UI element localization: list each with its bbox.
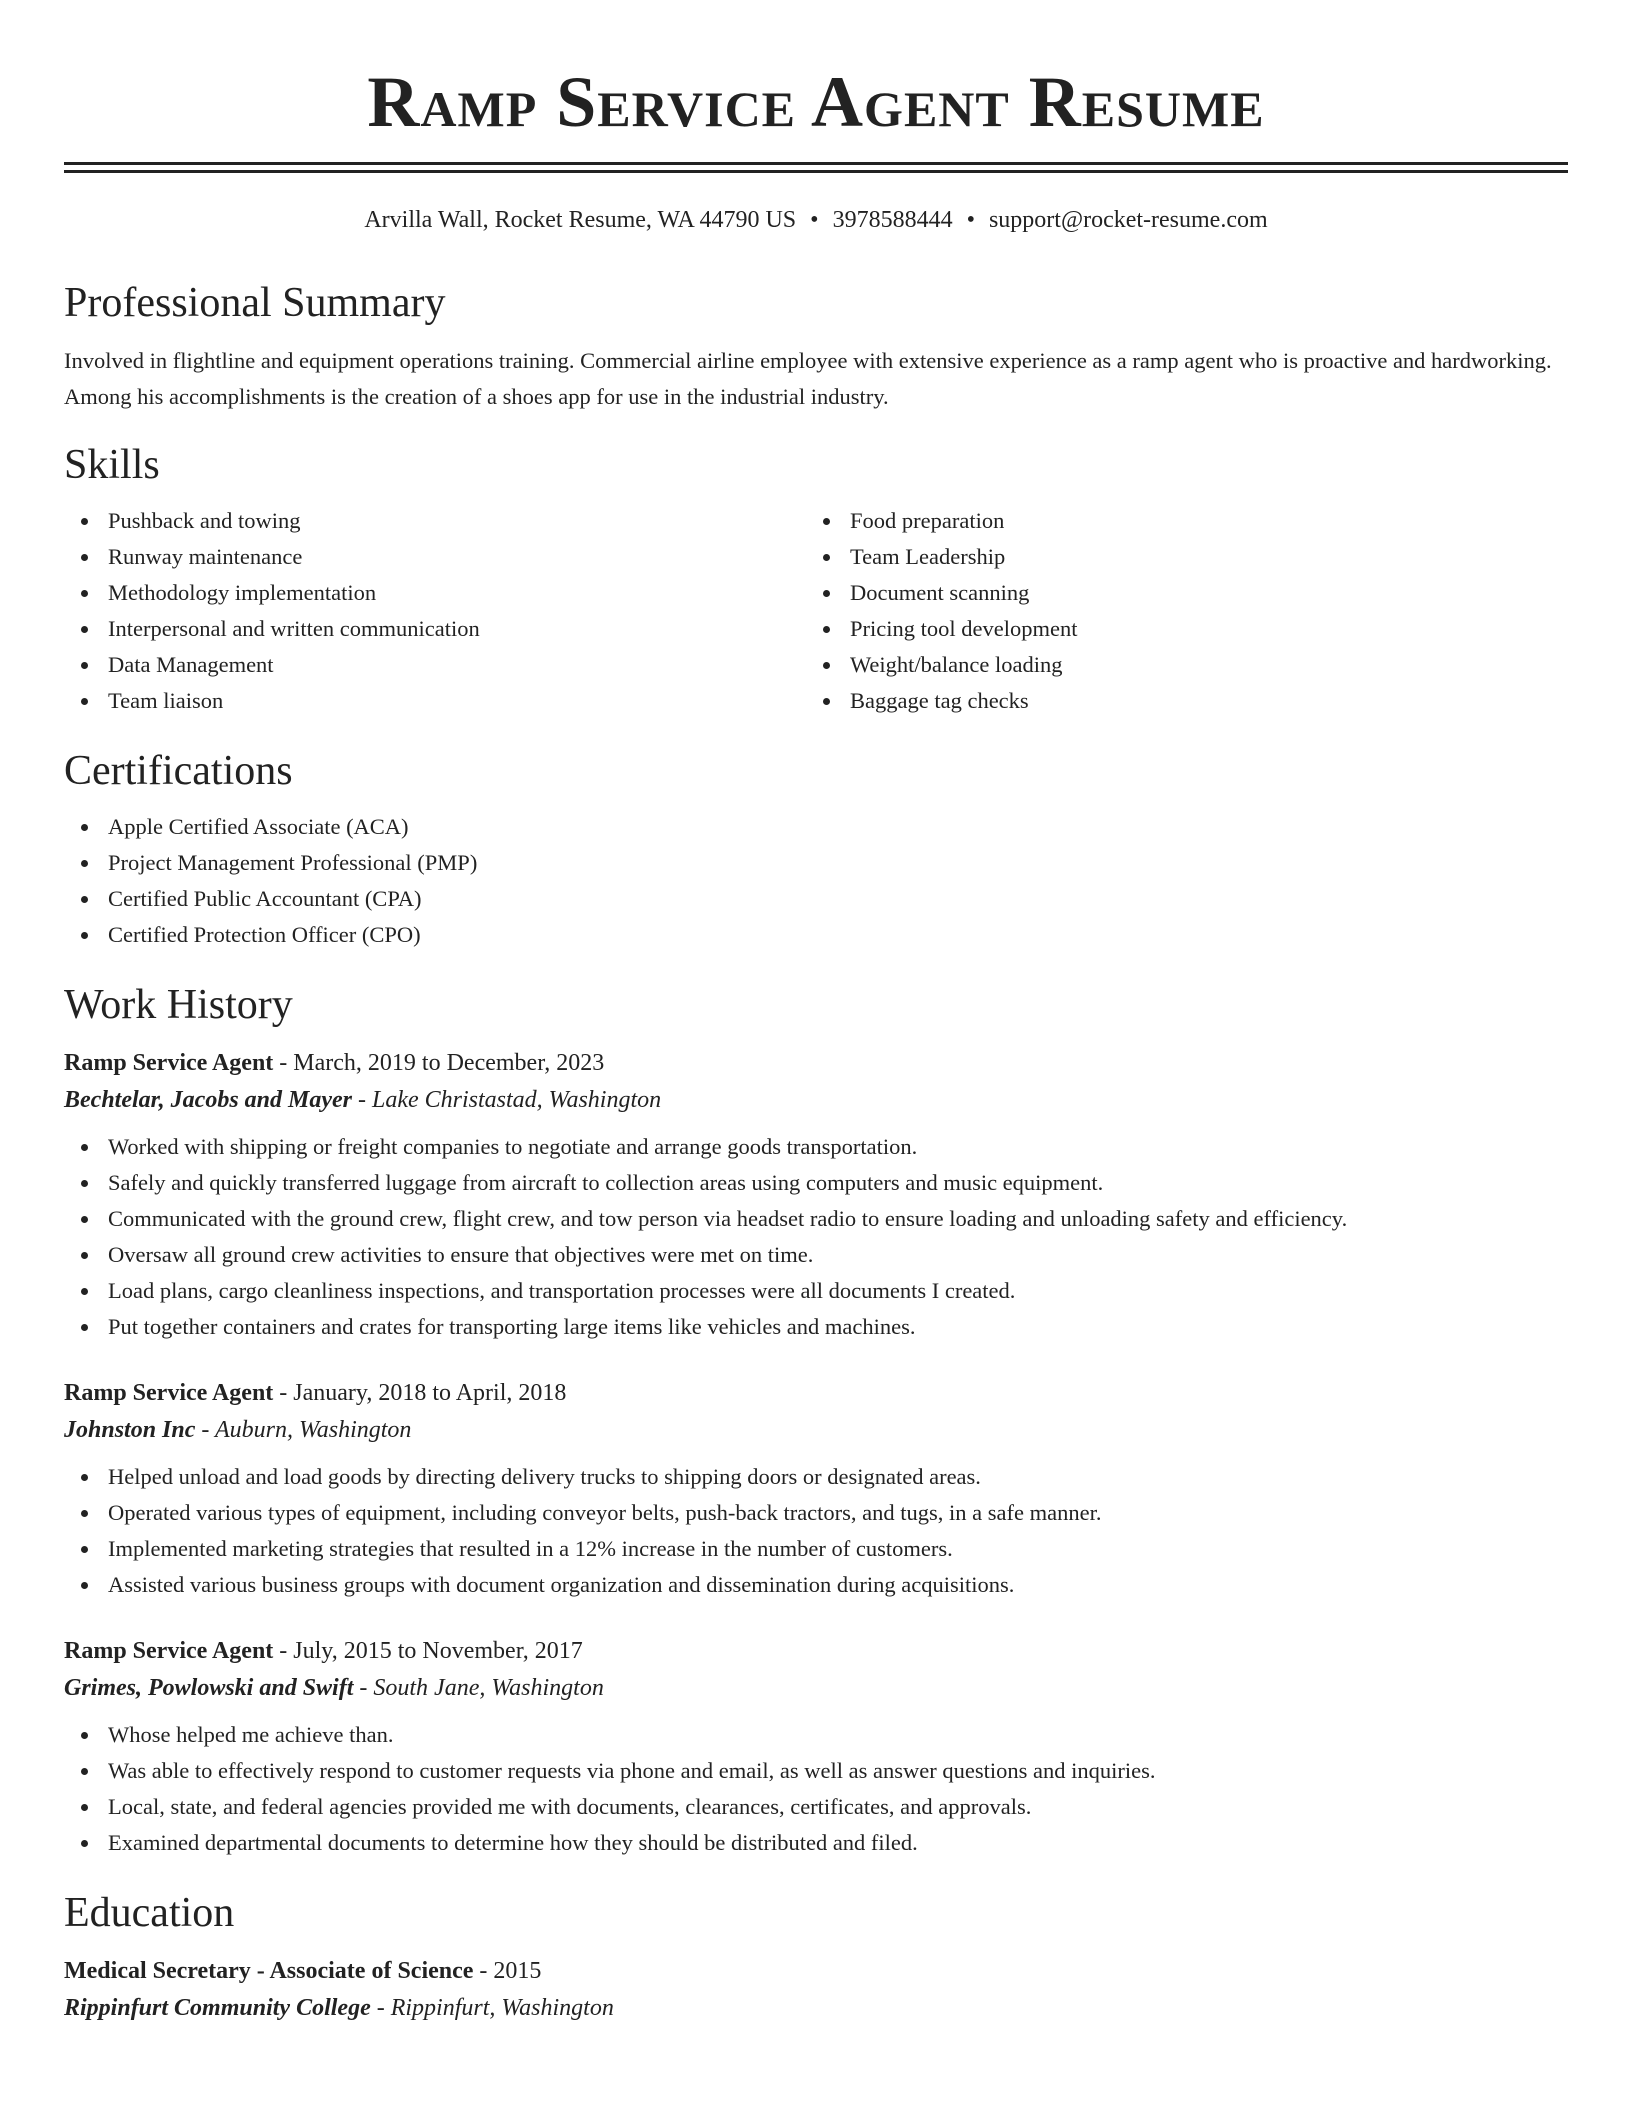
education-heading: Education: [64, 1890, 235, 1936]
job-bullet: Whose helped me achieve than.: [64, 1717, 1568, 1753]
skills-grid: [64, 503, 1568, 719]
skill-item: Interpersonal and written communication: [64, 611, 806, 647]
job-entry: [64, 1375, 1568, 1603]
job-title: Ramp Service Agent: [64, 1638, 274, 1664]
job-bullet: Implemented marketing strategies that resulted in a 12% increase in the number of customers.: [64, 1531, 1568, 1567]
education-degree-line: [64, 1953, 1568, 1989]
job-dates: - January, 2018 to April, 2018: [273, 1380, 567, 1406]
job-location: - Auburn, Washington: [195, 1417, 412, 1443]
resume-title: Ramp Service Agent Resume: [367, 62, 1265, 142]
contact-separator: •: [966, 207, 975, 233]
job-bullet: Communicated with the ground crew, flight crew, and tow person via headset radio to ensure loading and unloading safety and efficiency.: [64, 1201, 1568, 1237]
skill-item: Baggage tag checks: [806, 683, 1548, 719]
contact-phone: 3978588444: [832, 207, 953, 233]
job-company-line: [64, 1081, 1568, 1119]
skills-heading: Skills: [64, 442, 160, 488]
job-bullet: Examined departmental documents to determine how they should be distributed and filed.: [64, 1825, 1568, 1861]
skill-item: Methodology implementation: [64, 575, 806, 611]
skill-item: Data Management: [64, 647, 806, 683]
resume-page: [64, 0, 1568, 2027]
contact-email: support@rocket-resume.com: [988, 207, 1268, 233]
job-bullet: Local, state, and federal agencies provided me with documents, clearances, certificates, and approvals.: [64, 1789, 1568, 1825]
job-title-line: [64, 1045, 1568, 1081]
work-history-heading: Work History: [64, 982, 293, 1028]
job-company: Johnston Inc: [64, 1417, 196, 1443]
certifications-heading: Certifications: [64, 748, 293, 794]
job-company: Grimes, Powlowski and Swift: [64, 1675, 354, 1701]
job-bullet: Was able to effectively respond to customer requests via phone and email, as well as answer questions and inquiries.: [64, 1753, 1568, 1789]
summary-text: Involved in flightline and equipment operations training. Commercial airline employee with extensive experience as a ramp agent who is proactive and hardworking. Among his accomplishments is the creation of a shoes app for use in the industrial industry.: [64, 348, 1552, 409]
job-entry: [64, 1045, 1568, 1345]
certification-item: Project Management Professional (PMP): [64, 845, 1568, 881]
skill-item: Food preparation: [806, 503, 1548, 539]
title-double-rule: [64, 162, 1568, 173]
education-school-line: [64, 1989, 1568, 2027]
job-bullet: Assisted various business groups with document organization and dissemination during acquisitions.: [64, 1567, 1568, 1603]
job-bullets: [64, 1717, 1568, 1861]
skills-list-right: [806, 503, 1548, 719]
skill-item: Pushback and towing: [64, 503, 806, 539]
certification-item: Certified Protection Officer (CPO): [64, 917, 1568, 953]
education-year: - 2015: [473, 1958, 542, 1984]
skill-item: Pricing tool development: [806, 611, 1548, 647]
job-location: - South Jane, Washington: [353, 1675, 604, 1701]
job-title-line: [64, 1633, 1568, 1669]
education-location: - Rippinfurt, Washington: [370, 1995, 614, 2021]
job-bullets: [64, 1459, 1568, 1603]
job-bullets: [64, 1129, 1568, 1345]
job-bullet: Oversaw all ground crew activities to ensure that objectives were met on time.: [64, 1237, 1568, 1273]
contact-line: [64, 203, 1568, 237]
job-bullet: Operated various types of equipment, including conveyor belts, push-back tractors, and tugs, in a safe manner.: [64, 1495, 1568, 1531]
education-entry: [64, 1953, 1568, 2027]
contact-address: Arvilla Wall, Rocket Resume, WA 44790 US: [364, 207, 797, 233]
skill-item: Runway maintenance: [64, 539, 806, 575]
job-bullet: Worked with shipping or freight companies to negotiate and arrange goods transportation.: [64, 1129, 1568, 1165]
job-company-line: [64, 1411, 1568, 1449]
education-degree: Medical Secretary - Associate of Science: [64, 1958, 474, 1984]
job-dates: - July, 2015 to November, 2017: [273, 1638, 583, 1664]
skill-item: Team Leadership: [806, 539, 1548, 575]
job-entry: [64, 1633, 1568, 1861]
certifications-list: [64, 809, 1568, 953]
job-title-line: [64, 1375, 1568, 1411]
job-location: - Lake Christastad, Washington: [352, 1087, 662, 1113]
skill-item: Team liaison: [64, 683, 806, 719]
job-title: Ramp Service Agent: [64, 1050, 274, 1076]
job-bullet: Put together containers and crates for transporting large items like vehicles and machines.: [64, 1309, 1568, 1345]
certification-item: Apple Certified Associate (ACA): [64, 809, 1568, 845]
job-dates: - March, 2019 to December, 2023: [273, 1050, 605, 1076]
education-school: Rippinfurt Community College: [64, 1995, 371, 2021]
skill-item: Weight/balance loading: [806, 647, 1548, 683]
job-bullet: Load plans, cargo cleanliness inspections, and transportation processes were all documents I created.: [64, 1273, 1568, 1309]
job-company: Bechtelar, Jacobs and Mayer: [64, 1087, 352, 1113]
contact-separator: •: [810, 207, 819, 233]
job-bullet: Helped unload and load goods by directing delivery trucks to shipping doors or designated areas.: [64, 1459, 1568, 1495]
certification-item: Certified Public Accountant (CPA): [64, 881, 1568, 917]
skills-list-left: [64, 503, 806, 719]
job-bullet: Safely and quickly transferred luggage from aircraft to collection areas using computers and music equipment.: [64, 1165, 1568, 1201]
skill-item: Document scanning: [806, 575, 1548, 611]
job-title: Ramp Service Agent: [64, 1380, 274, 1406]
summary-heading: Professional Summary: [64, 280, 446, 326]
job-company-line: [64, 1669, 1568, 1707]
